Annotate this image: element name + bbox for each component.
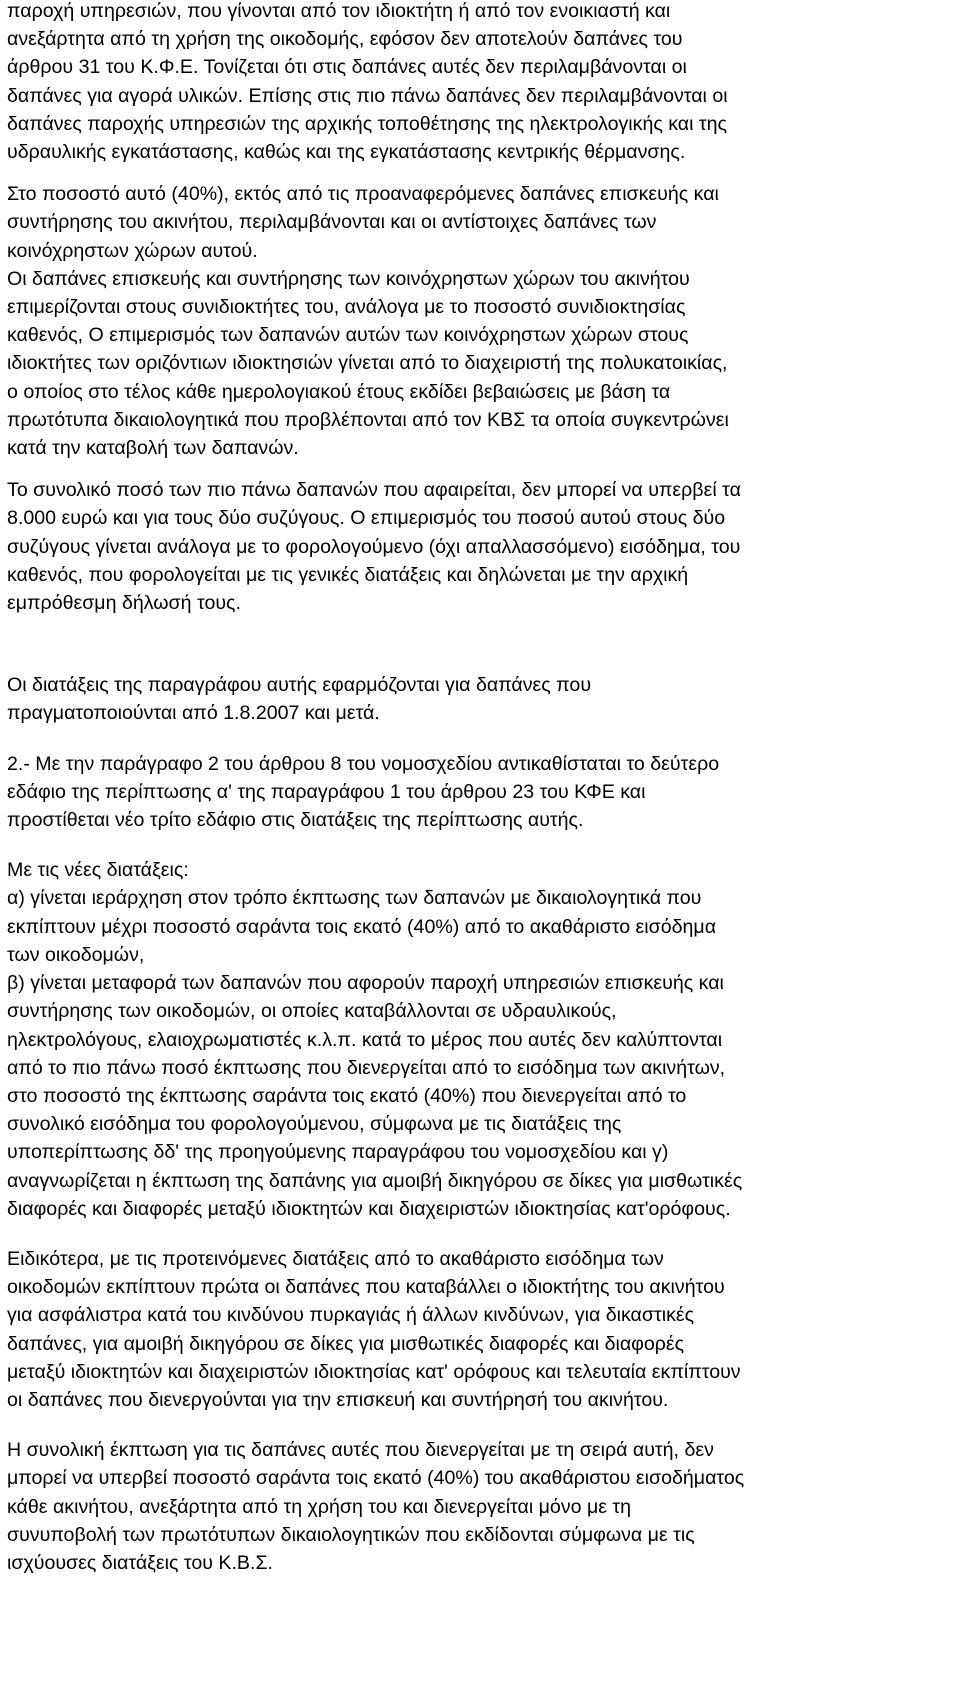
text-line: κοινόχρηστων χώρων αυτού. [7, 239, 258, 262]
text-line: μεταξύ ιδιοκτητών και διαχειριστών ιδιοκτησίας κατ' ορόφους και τελευταία εκπίπτουν [7, 1360, 741, 1383]
text-line: των οικοδομών, [7, 943, 145, 966]
paragraph-spacer [7, 166, 946, 180]
paragraph-spacer [7, 1223, 946, 1245]
paragraph-total-deduction [7, 1436, 946, 1577]
text-line: οι δαπάνες που διενεργούνται για την επισκευή και συντήρησή του ακινήτου. [7, 1388, 669, 1411]
text-line: μπορεί να υπερβεί ποσοστό σαράντα τοις εκατό (40%) του ακαθάριστου εισοδήματος [7, 1467, 745, 1490]
text-line: ο οποίος στο τέλος κάθε ημερολογιακού έτους εκδίδει βεβαιώσεις με βάση τα [7, 380, 671, 403]
text-line: δαπάνες για αγορά υλικών. Επίσης στις πιο πάνω δαπάνες δεν περιλαμβάνονται οι [7, 84, 728, 107]
text-line: πρωτότυπα δικαιολογητικά που προβλέπονται από τον ΚΒΣ τα οποία συγκεντρώνει [7, 408, 729, 431]
paragraph-spacer [7, 617, 946, 671]
text-line: Το συνολικό ποσό των πιο πάνω δαπανών που αφαιρείται, δεν μπορεί να υπερβεί τα [7, 479, 741, 502]
text-line: από το πιο πάνω ποσό έκπτωσης που διενεργείται από το εισόδημα των ακινήτων, [7, 1056, 726, 1079]
text-line: Η συνολική έκπτωση για τις δαπάνες αυτές που διενεργείται με τη σειρά αυτή, δεν [7, 1439, 714, 1462]
text-line: καθενός, που φορολογείται με τις γενικές διατάξεις και δηλώνεται με την αρχική [7, 563, 689, 586]
text-line: υποπερίπτωσης δδ' της προηγούμενης παραγράφου του νομοσχεδίου και γ) [7, 1141, 669, 1164]
paragraph-expenses-exclusions [7, 0, 946, 166]
text-line: α) γίνεται ιεράρχηση στον τρόπο έκπτωσης των δαπανών με δικαιολογητικά που [7, 887, 702, 910]
text-line: δαπάνες, για αμοιβή δικηγόρου σε δίκες για μισθωτικές διαφορές και διαφορές [7, 1332, 685, 1355]
text-line: διαφορές και διαφορές μεταξύ ιδιοκτητών και διαχειριστών ιδιοκτησίας κατ'ορόφους. [7, 1197, 731, 1220]
text-line: δαπάνες παροχής υπηρεσιών της αρχικής τοποθέτησης της ηλεκτρολογικής και της [7, 112, 728, 135]
text-line: ηλεκτρολόγους, ελαιοχρωματιστές κ.λ.π. κατά το μέρος που αυτές δεν καλύπτονται [7, 1028, 723, 1051]
text-line: β) γίνεται μεταφορά των δαπανών που αφορούν παροχή υπηρεσιών επισκευής και [7, 972, 724, 995]
text-line: εκπίπτουν μέχρι ποσοστό σαράντα τοις εκατό (40%) από το ακαθάριστο εισόδημα [7, 915, 717, 938]
paragraph-new-provisions [7, 856, 946, 1223]
text-line: παροχή υπηρεσιών, που γίνονται από τον ιδιοκτήτη ή από τον ενοικιαστή και [7, 0, 671, 22]
text-line: οικοδομών εκπίπτουν πρώτα οι δαπάνες που καταβάλλει ο ιδιοκτήτης του ακινήτου [7, 1276, 725, 1299]
paragraph-total-amount [7, 476, 946, 617]
text-line: κάθε ακινήτου, ανεξάρτητα από τη χρήση του και διενεργείται μόνο με τη [7, 1495, 632, 1518]
text-line: ιδιοκτήτες των οριζόντιων ιδιοκτησιών γίνεται από το διαχειριστή της πολυκατοικίας, [7, 352, 728, 375]
text-line: Οι δαπάνες επισκευής και συντήρησης των κοινόχρηστων χώρων του ακινήτου [7, 267, 690, 290]
text-line: συντήρησης του ακινήτου, περιλαμβάνονται και οι αντίστοιχες δαπάνες των [7, 211, 657, 234]
text-line: κατά την καταβολή των δαπανών. [7, 437, 299, 460]
text-line: Στο ποσοστό αυτό (40%), εκτός από τις προαναφερόμενες δαπάνες επισκευής και [7, 183, 719, 206]
text-line: Με τις νέες διατάξεις: [7, 859, 189, 882]
paragraph-spacer [7, 462, 946, 476]
text-line: συντήρησης των οικοδομών, οι οποίες καταβάλλονται σε υδραυλικούς, [7, 1000, 617, 1023]
paragraph-spacer [7, 1414, 946, 1436]
text-line: στο ποσοστό της έκπτωσης σαράντα τοις εκατό (40%) που διενεργείται από το [7, 1084, 687, 1107]
text-line: Ειδικότερα, με τις προτεινόμενες διατάξεις από το ακαθάριστο εισόδημα των [7, 1247, 664, 1270]
text-line: εμπρόθεσμη δήλωσή τους. [7, 592, 241, 615]
paragraph-spacer [7, 728, 946, 750]
text-line: συζύγους γίνεται ανάλογα με το φορολογούμενο (όχι απαλλασσόμενο) εισόδημα, του [7, 535, 741, 558]
paragraph-section-2 [7, 750, 946, 835]
text-line: 8.000 ευρώ και για τους δύο συζύγους. Ο επιμερισμός του ποσού αυτού στους δύο [7, 507, 726, 530]
text-line: 2.- Με την παράγραφο 2 του άρθρου 8 του νομοσχεδίου αντικαθίσταται το δεύτερο [7, 752, 720, 775]
text-line: υδραυλικής εγκατάστασης, καθώς και της εγκατάστασης κεντρικής θέρμανσης. [7, 141, 686, 164]
paragraph-effective-date [7, 671, 946, 727]
text-line: καθενός, Ο επιμερισμός των δαπανών αυτών των κοινόχρηστων χώρων στους [7, 324, 689, 347]
text-line: Οι διατάξεις της παραγράφου αυτής εφαρμόζονται για δαπάνες που [7, 674, 592, 697]
text-line: άρθρου 31 του Κ.Φ.Ε. Τονίζεται ότι στις δαπάνες αυτές δεν περιλαμβάνονται οι [7, 56, 687, 79]
text-line: αναγνωρίζεται η έκπτωση της δαπάνης για αμοιβή δικηγόρου σε δίκες για μισθωτικές [7, 1169, 743, 1192]
paragraph-common-areas [7, 180, 946, 462]
text-line: ισχύουσες διατάξεις του Κ.Β.Σ. [7, 1551, 273, 1574]
text-line: ανεξάρτητα από τη χρήση της οικοδομής, εφόσον δεν αποτελούν δαπάνες του [7, 28, 683, 51]
text-line: συνυποβολή των πρωτότυπων δικαιολογητικών που εκδίδονται σύμφωνα με τις [7, 1523, 695, 1546]
paragraph-spacer [7, 834, 946, 856]
text-line: συνολικό εισόδημα του φορολογούμενου, σύμφωνα με τις διατάξεις της [7, 1113, 622, 1136]
text-line: εδάφιο της περίπτωσης α' της παραγράφου 1 του άρθρου 23 του ΚΦΕ και [7, 780, 646, 803]
text-line: επιμερίζονται στους συνιδιοκτήτες του, ανάλογα με το ποσοστό συνιδιοκτησίας [7, 296, 686, 319]
text-line: για ασφάλιστρα κατά του κινδύνου πυρκαγιάς ή άλλων κινδύνων, για δικαστικές [7, 1304, 695, 1327]
text-line: πραγματοποιούνται από 1.8.2007 και μετά. [7, 702, 380, 725]
paragraph-specifically [7, 1245, 946, 1414]
text-line: προστίθεται νέο τρίτο εδάφιο στις διατάξεις της περίπτωσης αυτής. [7, 809, 584, 832]
